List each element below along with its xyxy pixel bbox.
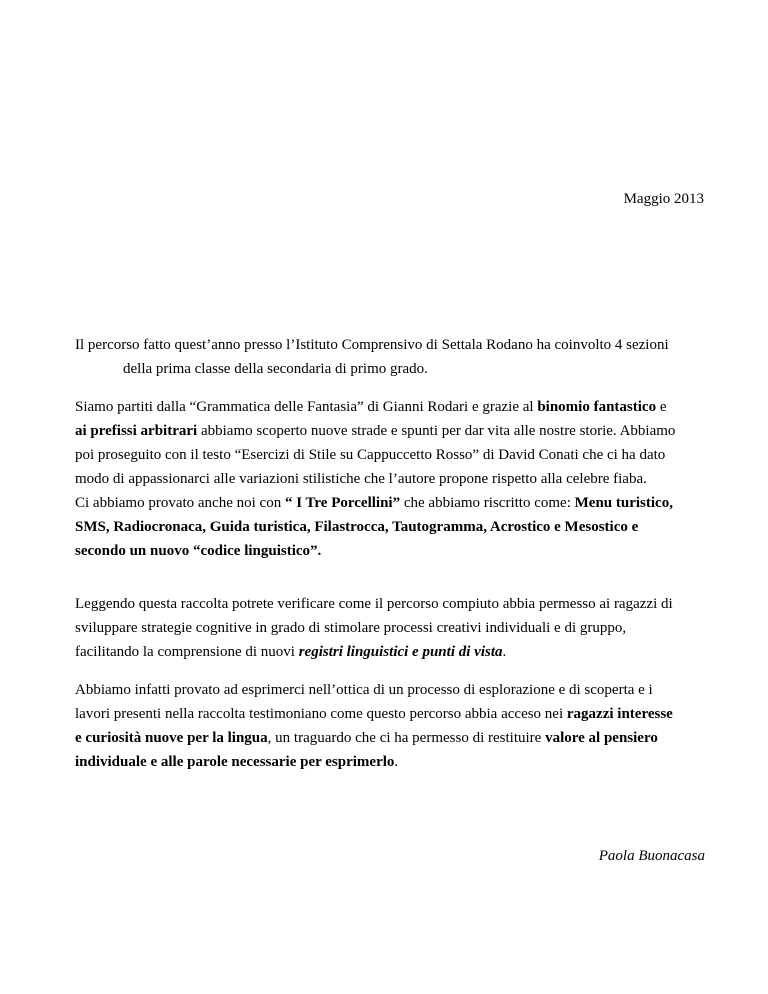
text-line: Abbiamo infatti provato ad esprimerci nell’ottica di un processo di esplorazione e di scoperta e i bbox=[75, 682, 653, 698]
text-span: che abbiamo riscritto come: bbox=[400, 495, 575, 511]
text-line: poi proseguito con il testo “Esercizi di Stile su Cappuccetto Rosso” di David Conati che ci ha dato bbox=[75, 447, 666, 463]
text-line bbox=[75, 419, 697, 443]
text-span: , un traguardo che ci ha permesso di restituire bbox=[267, 730, 546, 746]
bold-term: ragazzi interesse bbox=[566, 706, 673, 722]
text-span: abbiamo scoperto nuove strade e spunti per dar vita alle nostre storie. Abbiamo bbox=[197, 423, 676, 439]
paragraph-intro bbox=[75, 333, 697, 381]
text-span: lavori presenti nella raccolta testimoniano come questo percorso abbia acceso nei bbox=[75, 706, 567, 722]
text-span: . bbox=[502, 644, 507, 660]
bold-term: Menu turistico, bbox=[574, 495, 673, 511]
text-line: sviluppare strategie cognitive in grado di stimolare processi creativi individuali e di gruppo, bbox=[75, 620, 627, 636]
text-line bbox=[75, 640, 697, 664]
text-line bbox=[75, 726, 697, 750]
text-span: . bbox=[394, 754, 399, 770]
text-line bbox=[75, 750, 697, 774]
author-signature: Paola Buonacasa bbox=[598, 848, 705, 864]
text-line bbox=[75, 491, 697, 515]
bold-term: valore al pensiero bbox=[545, 730, 658, 746]
bold-term: e curiosità nuove per la lingua bbox=[75, 730, 268, 746]
bold-term: individuale e alle parole necessarie per esprimerlo bbox=[75, 754, 395, 770]
text-line: modo di appassionarci alle variazioni stilistiche che l’autore propone rispetto alla celebre fiaba. bbox=[75, 471, 647, 487]
document-body bbox=[75, 333, 697, 774]
text-span: e bbox=[656, 399, 667, 415]
bold-term: ai prefissi arbitrari bbox=[75, 423, 198, 439]
bold-line: SMS, Radiocronaca, Guida turistica, Filastrocca, Tautogramma, Acrostico e Mesostico e bbox=[75, 519, 639, 535]
text-span: Ci abbiamo provato anche noi con bbox=[75, 495, 285, 511]
text-span: Siamo partiti dalla “Grammatica delle Fantasia” di Gianni Rodari e grazie al bbox=[75, 399, 538, 415]
bold-italic-term: registri linguistici e punti di vista bbox=[298, 644, 503, 660]
paragraph-reading bbox=[75, 592, 697, 664]
text-span: facilitando la comprensione di nuovi bbox=[75, 644, 299, 660]
text-line: Leggendo questa raccolta potrete verificare come il percorso compiuto abbia permesso ai ragazzi di bbox=[75, 596, 673, 612]
text-line bbox=[75, 702, 697, 726]
paragraph-sources bbox=[75, 395, 697, 563]
text-line-indented: della prima classe della secondaria di primo grado. bbox=[123, 361, 428, 377]
bold-term: “ I Tre Porcellini” bbox=[284, 495, 401, 511]
paragraph-conclusion bbox=[75, 678, 697, 774]
text-line: Il percorso fatto quest’anno presso l’Istituto Comprensivo di Settala Rodano ha coinvolto 4 sezioni bbox=[75, 337, 669, 353]
text-line bbox=[75, 395, 697, 419]
document-date: Maggio 2013 bbox=[623, 191, 704, 207]
bold-term: binomio fantastico bbox=[537, 399, 657, 415]
bold-line: secondo un nuovo “codice linguistico”. bbox=[75, 543, 322, 559]
